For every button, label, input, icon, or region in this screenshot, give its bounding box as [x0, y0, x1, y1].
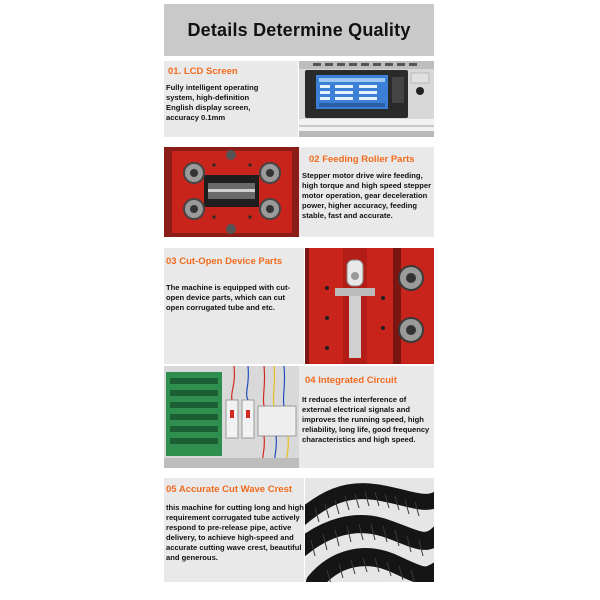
corrugated-tube-photo [305, 478, 434, 582]
section-wave-text-panel [164, 478, 304, 582]
section-circuit-text-panel [299, 366, 434, 468]
section-cutopen-description: The machine is equipped with cut-open device parts, which can cut open corrugated tube and etc. [166, 283, 291, 312]
section-lcd-description: Fully intelligent operating system, high-definition English display screen, accuracy 0.1mm [166, 83, 259, 122]
section-feeding-title: 02 Feeding Roller Parts [309, 154, 415, 165]
section-wave-title: 05 Accurate Cut Wave Crest [166, 484, 293, 495]
section-cutopen-title: 03 Cut-Open Device Parts [166, 256, 283, 267]
section-wave-description: this machine for cutting long and high requirement corrugated tube actively respond to pre-release pipe, active delivery, to achieve high-speed and accurate cutting wave crest, beautiful and generous. [166, 503, 304, 562]
section-feeding-text-panel [299, 147, 434, 237]
section-lcd-text-panel [164, 61, 298, 137]
integrated-circuit-photo [164, 366, 299, 468]
section-lcd-title: 01. LCD Screen [168, 66, 238, 77]
feeding-roller-photo [164, 147, 299, 237]
page-title: Details Determine Quality [187, 19, 411, 40]
section-circuit-description: It reduces the interference of external electrical signals and improves the running speed, high reliability, long life, good frequency characteristics and high speed. [302, 395, 430, 444]
page-header [164, 4, 434, 56]
cut-open-device-photo [305, 248, 434, 364]
section-cutopen-text-panel [164, 248, 304, 364]
section-feeding-description: Stepper motor drive wire feeding, high torque and high speed stepper motor operation, gear deceleration power, higher accuracy, feeding stable, fast and accurate. [302, 171, 432, 220]
lcd-screen-photo [299, 61, 434, 137]
section-circuit-title: 04 Integrated Circuit [305, 375, 397, 386]
